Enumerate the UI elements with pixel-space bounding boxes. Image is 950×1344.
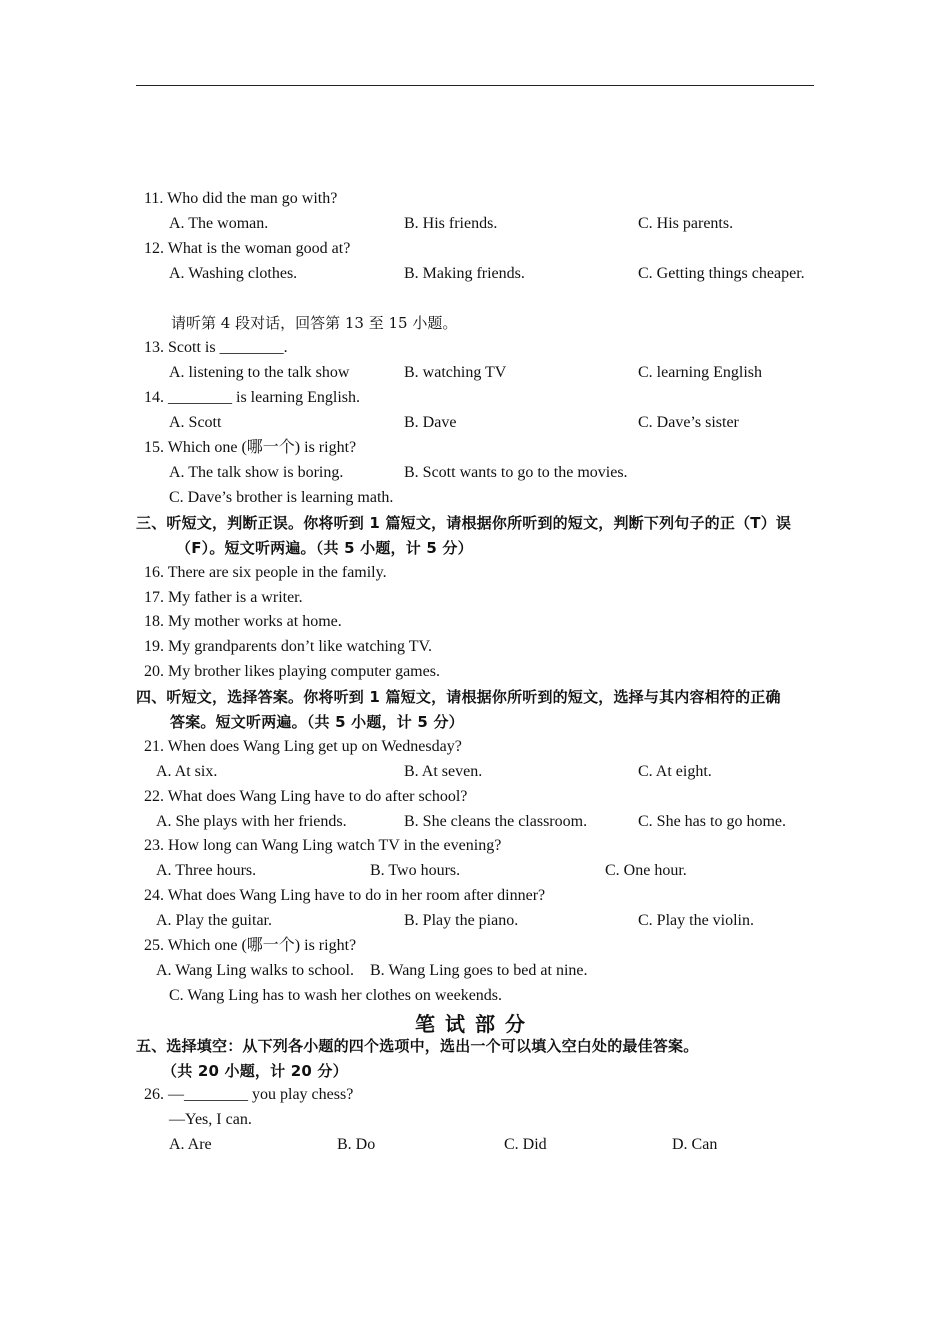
q22-option-a: A. She plays with her friends. — [156, 813, 347, 830]
q26-option-b: B. Do — [337, 1136, 376, 1153]
section-4-heading-cont: 答案。短文听两遍。（共 5 小题，计 5 分） — [170, 713, 464, 731]
q26-reply: —Yes, I can. — [169, 1111, 252, 1128]
q11-option-a: A. The woman. — [169, 215, 269, 232]
tf-item: 16. There are six people in the family. — [144, 564, 387, 581]
question-15: 15. Which one (哪一个) is right? — [144, 439, 357, 456]
q15-option-b: B. Scott wants to go to the movies. — [404, 464, 628, 481]
q24-option-b: B. Play the piano. — [404, 912, 519, 929]
q23-option-b: B. Two hours. — [370, 862, 461, 879]
q11-option-c: C. His parents. — [638, 215, 734, 232]
q12-option-c: C. Getting things cheaper. — [638, 265, 805, 282]
section-5-heading: 五、选择填空：从下列各小题的四个选项中，选出一个可以填入空白处的最佳答案。 — [136, 1037, 699, 1055]
q22-option-c: C. She has to go home. — [638, 813, 786, 830]
q25-option-a: A. Wang Ling walks to school. — [156, 962, 354, 979]
q24-option-c: C. Play the violin. — [638, 912, 754, 929]
section-5-heading-cont: （共 20 小题，计 20 分） — [162, 1062, 348, 1080]
q21-option-a: A. At six. — [156, 763, 218, 780]
header-rule — [136, 85, 814, 86]
section-4-heading: 四、听短文，选择答案。你将听到 1 篇短文，请根据你所听到的短文，选择与其内容相符的正确 — [136, 688, 781, 706]
q13-option-b: B. watching TV — [404, 364, 507, 381]
q12-option-a: A. Washing clothes. — [169, 265, 298, 282]
tf-item: 20. My brother likes playing computer games. — [144, 663, 440, 680]
q15-option-c: C. Dave’s brother is learning math. — [169, 489, 394, 506]
q21-option-c: C. At eight. — [638, 763, 712, 780]
dialogue-4-instruction: 请听第 4 段对话，回答第 13 至 15 小题。 — [171, 314, 458, 332]
q13-option-c: C. learning English — [638, 364, 762, 381]
question-25: 25. Which one (哪一个) is right? — [144, 937, 357, 954]
question-13: 13. Scott is ________. — [144, 339, 288, 356]
tf-item: 18. My mother works at home. — [144, 613, 342, 630]
question-22: 22. What does Wang Ling have to do after school? — [144, 788, 468, 805]
q26-option-d: D. Can — [672, 1136, 718, 1153]
q14-option-b: B. Dave — [404, 414, 457, 431]
q24-option-a: A. Play the guitar. — [156, 912, 272, 929]
q14-option-a: A. Scott — [169, 414, 222, 431]
question-11: 11. Who did the man go with? — [144, 190, 338, 207]
question-14: 14. ________ is learning English. — [144, 389, 360, 406]
q11-option-b: B. His friends. — [404, 215, 498, 232]
q25-option-b: B. Wang Ling goes to bed at nine. — [370, 962, 588, 979]
q26-option-c: C. Did — [504, 1136, 547, 1153]
q14-option-c: C. Dave’s sister — [638, 414, 739, 431]
q12-option-b: B. Making friends. — [404, 265, 525, 282]
q22-option-b: B. She cleans the classroom. — [404, 813, 588, 830]
question-24: 24. What does Wang Ling have to do in her room after dinner? — [144, 887, 546, 904]
written-section-title: 笔试部分 — [415, 1012, 535, 1036]
question-12: 12. What is the woman good at? — [144, 240, 351, 257]
q26-option-a: A. Are — [169, 1136, 212, 1153]
q23-option-a: A. Three hours. — [156, 862, 257, 879]
tf-item: 19. My grandparents don’t like watching TV. — [144, 638, 432, 655]
q21-option-b: B. At seven. — [404, 763, 483, 780]
section-3-heading-cont: （F）。短文听两遍。（共 5 小题，计 5 分） — [176, 539, 473, 557]
q23-option-c: C. One hour. — [605, 862, 687, 879]
q25-option-c: C. Wang Ling has to wash her clothes on weekends. — [169, 987, 503, 1004]
question-21: 21. When does Wang Ling get up on Wednesday? — [144, 738, 462, 755]
section-3-heading: 三、听短文，判断正误。你将听到 1 篇短文，请根据你所听到的短文，判断下列句子的正（T）误 — [136, 514, 792, 532]
q13-option-a: A. listening to the talk show — [169, 364, 350, 381]
q15-option-a: A. The talk show is boring. — [169, 464, 344, 481]
question-26: 26. —________ you play chess? — [144, 1086, 354, 1103]
tf-item: 17. My father is a writer. — [144, 589, 303, 606]
question-23: 23. How long can Wang Ling watch TV in the evening? — [144, 837, 502, 854]
